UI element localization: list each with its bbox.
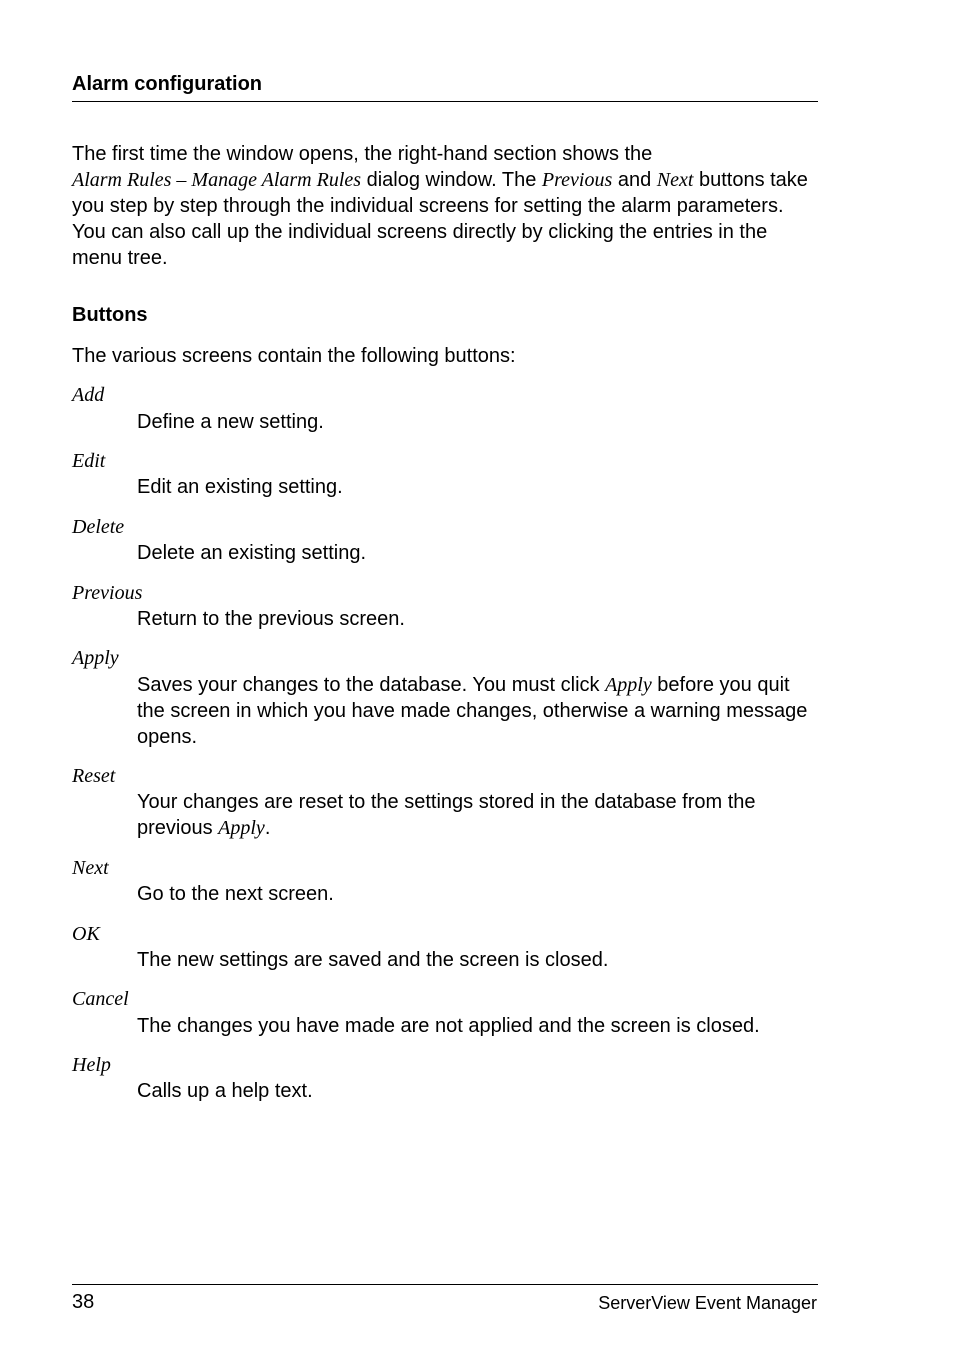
page-number: 38 [72,1291,95,1313]
desc-edit: Edit an existing setting. [137,476,343,498]
desc-ok: The new settings are saved and the screen is closed. [137,949,609,971]
intro-text-1: The first time the window opens, the right-hand section shows the [72,143,653,165]
intro-text-2: dialog window. The [361,169,542,191]
term-ok: OK [72,923,100,945]
reset-apply-ref: Apply [218,817,265,839]
desc-add: Define a new setting. [137,411,324,433]
term-edit: Edit [72,450,106,472]
buttons-section-title: Buttons [72,304,148,326]
intro-text-3: and [612,169,657,191]
desc-apply-text-b: before you quit the screen in which you have made changes, otherwise a warning message opens. [137,674,808,748]
desc-next: Go to the next screen. [137,883,334,905]
term-previous: Previous [72,582,143,604]
desc-previous: Return to the previous screen. [137,608,405,630]
term-next: Next [72,857,109,879]
dialog-name: Alarm Rules – Manage Alarm Rules [72,169,362,191]
header-divider [72,101,818,102]
desc-apply [137,672,821,750]
intro-paragraph [72,141,820,271]
desc-reset [137,789,821,841]
term-delete: Delete [72,516,125,538]
apply-ref: Apply [605,674,652,696]
previous-ref: Previous [541,169,613,191]
next-ref: Next [656,169,694,191]
term-add: Add [72,384,105,406]
buttons-lead-text: The various screens contain the following buttons: [72,345,516,367]
footer-divider [72,1284,818,1285]
page-header-title: Alarm configuration [72,73,263,95]
term-cancel: Cancel [72,988,129,1010]
desc-help: Calls up a help text. [137,1080,313,1102]
desc-reset-text-a: Your changes are reset to the settings stored in the database from the previous [137,791,756,839]
term-help: Help [72,1054,111,1076]
desc-apply-text-a: Saves your changes to the database. You must click [137,674,606,696]
desc-delete: Delete an existing setting. [137,542,367,564]
term-reset: Reset [72,765,116,787]
term-apply: Apply [72,647,119,669]
footer-doc-title: ServerView Event Manager [598,1293,817,1313]
desc-cancel: The changes you have made are not applied and the screen is closed. [137,1015,760,1037]
intro-text-4: buttons take you step by step through the individual screens for setting the alarm parameters. You can also call up the individual screens directly by clicking the entries in the menu tree. [72,169,808,269]
desc-reset-text-b: . [264,817,271,839]
